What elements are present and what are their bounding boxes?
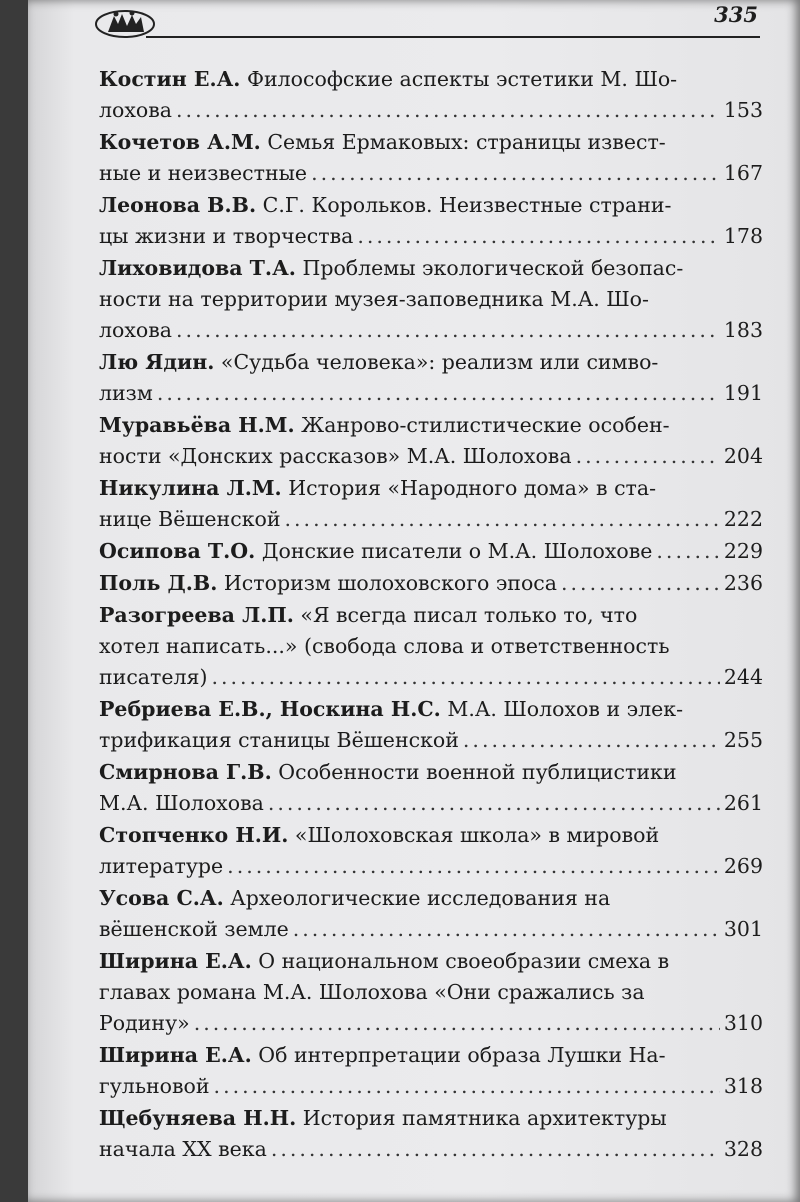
entry-title-line bbox=[99, 347, 763, 378]
entry-title-text: С.Г. Корольков. Неизвестные страни- bbox=[262, 193, 672, 217]
entry-page-number: 229 bbox=[723, 539, 763, 563]
entry-title-line bbox=[99, 473, 763, 504]
dot-leader bbox=[176, 95, 720, 126]
toc-entry bbox=[99, 473, 763, 535]
entry-page-number: 261 bbox=[723, 791, 763, 815]
entry-title-text: писателя) bbox=[99, 665, 208, 689]
entry-title-line bbox=[99, 820, 763, 851]
entry-title-text: хотел написать...» (свобода слова и ответственность bbox=[99, 634, 670, 658]
toc-entry bbox=[99, 1040, 763, 1102]
toc-entry bbox=[99, 946, 763, 1039]
toc-entry bbox=[99, 883, 763, 945]
dot-leader bbox=[194, 1008, 720, 1039]
entry-title-text: Археологические исследования на bbox=[230, 886, 611, 910]
dot-leader bbox=[157, 378, 720, 409]
toc-entry bbox=[99, 410, 763, 472]
dot-leader bbox=[576, 441, 720, 472]
entry-title-line bbox=[99, 1103, 763, 1134]
entry-last-line bbox=[99, 441, 763, 472]
entry-title-line bbox=[99, 410, 763, 441]
entry-last-line bbox=[99, 662, 763, 693]
entry-page-number: 318 bbox=[723, 1074, 763, 1098]
entry-title-text: «Судьба человека»: реализм или симво- bbox=[220, 350, 659, 374]
dot-leader bbox=[656, 536, 719, 567]
entry-title-line bbox=[99, 694, 763, 725]
entry-title-line bbox=[99, 977, 763, 1008]
entry-title-text: лизм bbox=[99, 381, 153, 405]
entry-last-line bbox=[99, 158, 763, 189]
entry-title-text: лохова bbox=[99, 318, 173, 342]
entry-title-text: нице Вёшенской bbox=[99, 507, 281, 531]
entry-title-line bbox=[99, 600, 763, 631]
page-number: 335 bbox=[714, 2, 758, 27]
dot-leader bbox=[561, 568, 720, 599]
entry-title-text: Особенности военной публицистики bbox=[278, 760, 677, 784]
toc-entry bbox=[99, 190, 763, 252]
entry-page-number: 269 bbox=[723, 854, 763, 878]
entry-title-text: Философские аспекты эстетики М. Шо- bbox=[246, 67, 678, 91]
entry-title-text: главах романа М.А. Шолохова «Они сражались за bbox=[99, 980, 645, 1004]
entry-last-line bbox=[99, 378, 763, 409]
entry-author: Муравьёва Н.М. bbox=[99, 413, 295, 437]
entry-page-number: 328 bbox=[723, 1137, 763, 1161]
entry-author: Лю Ядин. bbox=[99, 350, 215, 374]
entry-title-text: М.А. Шолохов и элек- bbox=[447, 697, 684, 721]
entry-title-line bbox=[99, 883, 763, 914]
entry-author: Лиховидова Т.А. bbox=[99, 256, 296, 280]
dot-leader bbox=[357, 221, 720, 252]
dot-leader bbox=[311, 158, 720, 189]
toc-entry bbox=[99, 253, 763, 346]
entry-author: Ребриева Е.В., Носкина Н.С. bbox=[99, 697, 441, 721]
entry-title-text: трификация станицы Вёшенской bbox=[99, 728, 459, 752]
dot-leader bbox=[271, 1134, 720, 1165]
entry-last-line bbox=[99, 914, 763, 945]
entry-author: Кочетов А.М. bbox=[99, 130, 261, 154]
entry-title-text: «Шолоховская школа» в мировой bbox=[294, 823, 660, 847]
entry-title-text: ности «Донских рассказов» М.А. Шолохова bbox=[99, 444, 572, 468]
dot-leader bbox=[268, 788, 720, 819]
entry-page-number: 222 bbox=[723, 507, 763, 531]
entry-page-number: 167 bbox=[723, 161, 763, 185]
table-of-contents bbox=[99, 64, 763, 1166]
entry-title-text: Родину» bbox=[99, 1011, 190, 1035]
publisher-logo-icon bbox=[94, 6, 156, 38]
entry-last-line bbox=[99, 568, 763, 599]
toc-entry bbox=[99, 820, 763, 882]
entry-author: Усова С.А. bbox=[99, 886, 224, 910]
toc-entry bbox=[99, 1103, 763, 1165]
entry-author: Осипова Т.О. bbox=[99, 539, 256, 563]
entry-last-line bbox=[99, 1071, 763, 1102]
entry-title-text: гульновой bbox=[99, 1074, 210, 1098]
toc-entry bbox=[99, 757, 763, 819]
entry-author: Костин Е.А. bbox=[99, 67, 241, 91]
entry-author: Ширина Е.А. bbox=[99, 1043, 252, 1067]
entry-title-text: М.А. Шолохова bbox=[99, 791, 264, 815]
entry-title-text: Историзм шолоховского эпоса bbox=[223, 571, 558, 595]
entry-title-line bbox=[99, 127, 763, 158]
dot-leader bbox=[176, 315, 720, 346]
entry-last-line bbox=[99, 315, 763, 346]
entry-author: Поль Д.В. bbox=[99, 571, 218, 595]
entry-page-number: 204 bbox=[723, 444, 763, 468]
entry-title-text: вёшенской земле bbox=[99, 917, 289, 941]
toc-entry bbox=[99, 347, 763, 409]
entry-last-line bbox=[99, 1008, 763, 1039]
entry-last-line bbox=[99, 536, 763, 567]
entry-title-line bbox=[99, 631, 763, 662]
entry-title-text: Донские писатели о М.А. Шолохове bbox=[261, 539, 653, 563]
entry-last-line bbox=[99, 1134, 763, 1165]
book-page bbox=[28, 0, 800, 1202]
toc-entry bbox=[99, 127, 763, 189]
toc-entry bbox=[99, 568, 763, 599]
entry-author: Стопченко Н.И. bbox=[99, 823, 289, 847]
entry-author: Ширина Е.А. bbox=[99, 949, 252, 973]
entry-last-line bbox=[99, 851, 763, 882]
entry-author: Смирнова Г.В. bbox=[99, 760, 272, 784]
entry-page-number: 301 bbox=[723, 917, 763, 941]
entry-title-text: Проблемы экологической безопас- bbox=[302, 256, 684, 280]
entry-title-text: Жанрово-стилистические особен- bbox=[301, 413, 670, 437]
toc-entry bbox=[99, 694, 763, 756]
entry-author: Леонова В.В. bbox=[99, 193, 257, 217]
entry-title-text: ные и неизвестные bbox=[99, 161, 308, 185]
entry-title-text: Об интерпретации образа Лушки На- bbox=[258, 1043, 666, 1067]
entry-title-text: лохова bbox=[99, 98, 173, 122]
entry-page-number: 153 bbox=[723, 98, 763, 122]
entry-page-number: 244 bbox=[723, 665, 763, 689]
dot-leader bbox=[227, 851, 720, 882]
entry-title-text: цы жизни и творчества bbox=[99, 224, 354, 248]
entry-last-line bbox=[99, 725, 763, 756]
toc-entry bbox=[99, 536, 763, 567]
toc-entry bbox=[99, 64, 763, 126]
entry-title-text: История памятника архитектуры bbox=[302, 1106, 667, 1130]
toc-entry bbox=[99, 600, 763, 693]
entry-title-line bbox=[99, 284, 763, 315]
entry-page-number: 236 bbox=[723, 571, 763, 595]
entry-title-text: начала XX века bbox=[99, 1137, 267, 1161]
entry-page-number: 183 bbox=[723, 318, 763, 342]
dot-leader bbox=[214, 1071, 720, 1102]
entry-page-number: 191 bbox=[723, 381, 763, 405]
entry-last-line bbox=[99, 95, 763, 126]
entry-title-text: ности на территории музея-заповедника М.А. Шо- bbox=[99, 287, 649, 311]
entry-title-line bbox=[99, 253, 763, 284]
dot-leader bbox=[285, 504, 720, 535]
entry-title-line bbox=[99, 1040, 763, 1071]
dot-leader bbox=[211, 662, 719, 693]
entry-title-text: «Я всегда писал только то, что bbox=[300, 603, 638, 627]
entry-author: Разогреева Л.П. bbox=[99, 603, 294, 627]
entry-title-line bbox=[99, 64, 763, 95]
entry-title-text: О национальном своеобразии смеха в bbox=[258, 949, 670, 973]
dot-leader bbox=[293, 914, 720, 945]
entry-title-line bbox=[99, 946, 763, 977]
entry-title-text: История «Народного дома» в ста- bbox=[288, 476, 657, 500]
entry-page-number: 310 bbox=[723, 1011, 763, 1035]
entry-title-line bbox=[99, 757, 763, 788]
page-header bbox=[68, 0, 760, 44]
entry-last-line bbox=[99, 788, 763, 819]
entry-page-number: 255 bbox=[723, 728, 763, 752]
entry-author: Щебуняева Н.Н. bbox=[99, 1106, 297, 1130]
entry-title-line bbox=[99, 190, 763, 221]
entry-title-text: Семья Ермаковых: страницы извест- bbox=[267, 130, 666, 154]
header-rule bbox=[146, 36, 760, 38]
entry-last-line bbox=[99, 221, 763, 252]
entry-title-text: литературе bbox=[99, 854, 224, 878]
entry-last-line bbox=[99, 504, 763, 535]
entry-page-number: 178 bbox=[723, 224, 763, 248]
entry-author: Никулина Л.М. bbox=[99, 476, 282, 500]
dot-leader bbox=[463, 725, 720, 756]
